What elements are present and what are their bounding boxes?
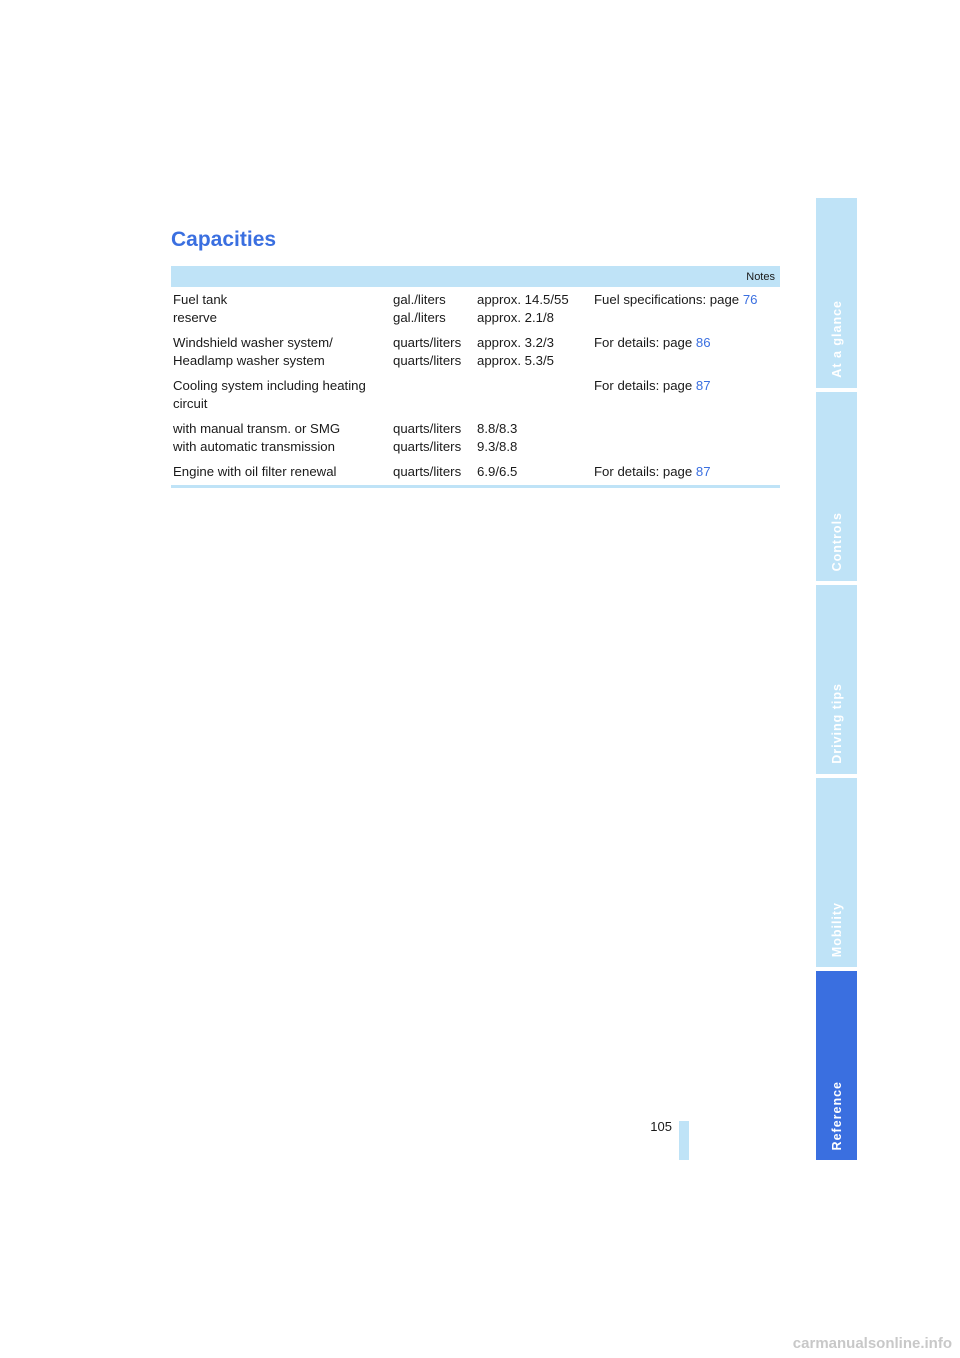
notes-text: For details: page [594,335,696,350]
unit-cell [393,377,477,413]
page-link[interactable]: 86 [695,335,711,350]
unit-cell: quarts/liters quarts/liters [393,421,462,454]
value-cell: 8.8/8.3 9.3/8.8 [477,421,518,454]
page-number-bar [679,1121,689,1160]
tab-label: At a glance [829,300,844,378]
table-row [171,287,780,330]
item-cell: Windshield washer system/ Headlamp washer system [173,335,333,368]
value-cell [477,377,594,413]
notes-text: Fuel specifications: page [594,292,743,307]
unit-cell: gal./liters gal./liters [393,292,446,325]
page-link[interactable]: 87 [695,378,711,393]
value-cell: 6.9/6.5 [477,464,518,479]
watermark: carmanualsonline.info [792,1335,952,1352]
notes-cell [594,463,780,481]
table-header [171,266,780,287]
notes-cell [594,420,780,456]
unit-cell: quarts/liters quarts/liters [393,335,462,368]
table-row [171,416,780,459]
notes-column-header: Notes [746,270,775,283]
tab-controls[interactable] [816,392,857,581]
item-cell: Fuel tank reserve [173,292,228,325]
tab-label: Controls [829,511,844,571]
table-bottom-rule [171,485,780,488]
tab-label: Mobility [829,901,844,957]
page-link[interactable]: 76 [742,292,758,307]
item-cell: Cooling system including heating circuit [173,378,366,411]
notes-cell [594,377,780,413]
notes-cell [594,291,780,327]
tab-mobility[interactable] [816,778,857,967]
tab-label: Reference [829,1080,844,1150]
tab-label: Driving tips [829,683,844,764]
capacities-table [171,266,780,488]
value-cell: approx. 14.5/55 approx. 2.1/8 [477,292,569,325]
tab-driving-tips[interactable] [816,585,857,774]
table-row [171,330,780,373]
value-cell: approx. 3.2/3 approx. 5.3/5 [477,335,554,368]
page-link[interactable]: 87 [695,464,711,479]
item-cell: with manual transm. or SMG with automatic transmission [173,421,341,454]
notes-cell [594,334,780,370]
tab-at-a-glance[interactable] [816,198,857,388]
table-row [171,459,780,484]
item-cell: Engine with oil filter renewal [173,464,337,479]
page-number: 105 [650,1119,672,1134]
table-row [171,373,780,416]
unit-cell: quarts/liters [393,464,462,479]
notes-text: For details: page [594,378,696,393]
notes-text: For details: page [594,464,696,479]
tab-reference[interactable] [816,971,857,1160]
chapter-sidebar [816,198,857,1160]
page-title: Capacities [171,228,277,251]
